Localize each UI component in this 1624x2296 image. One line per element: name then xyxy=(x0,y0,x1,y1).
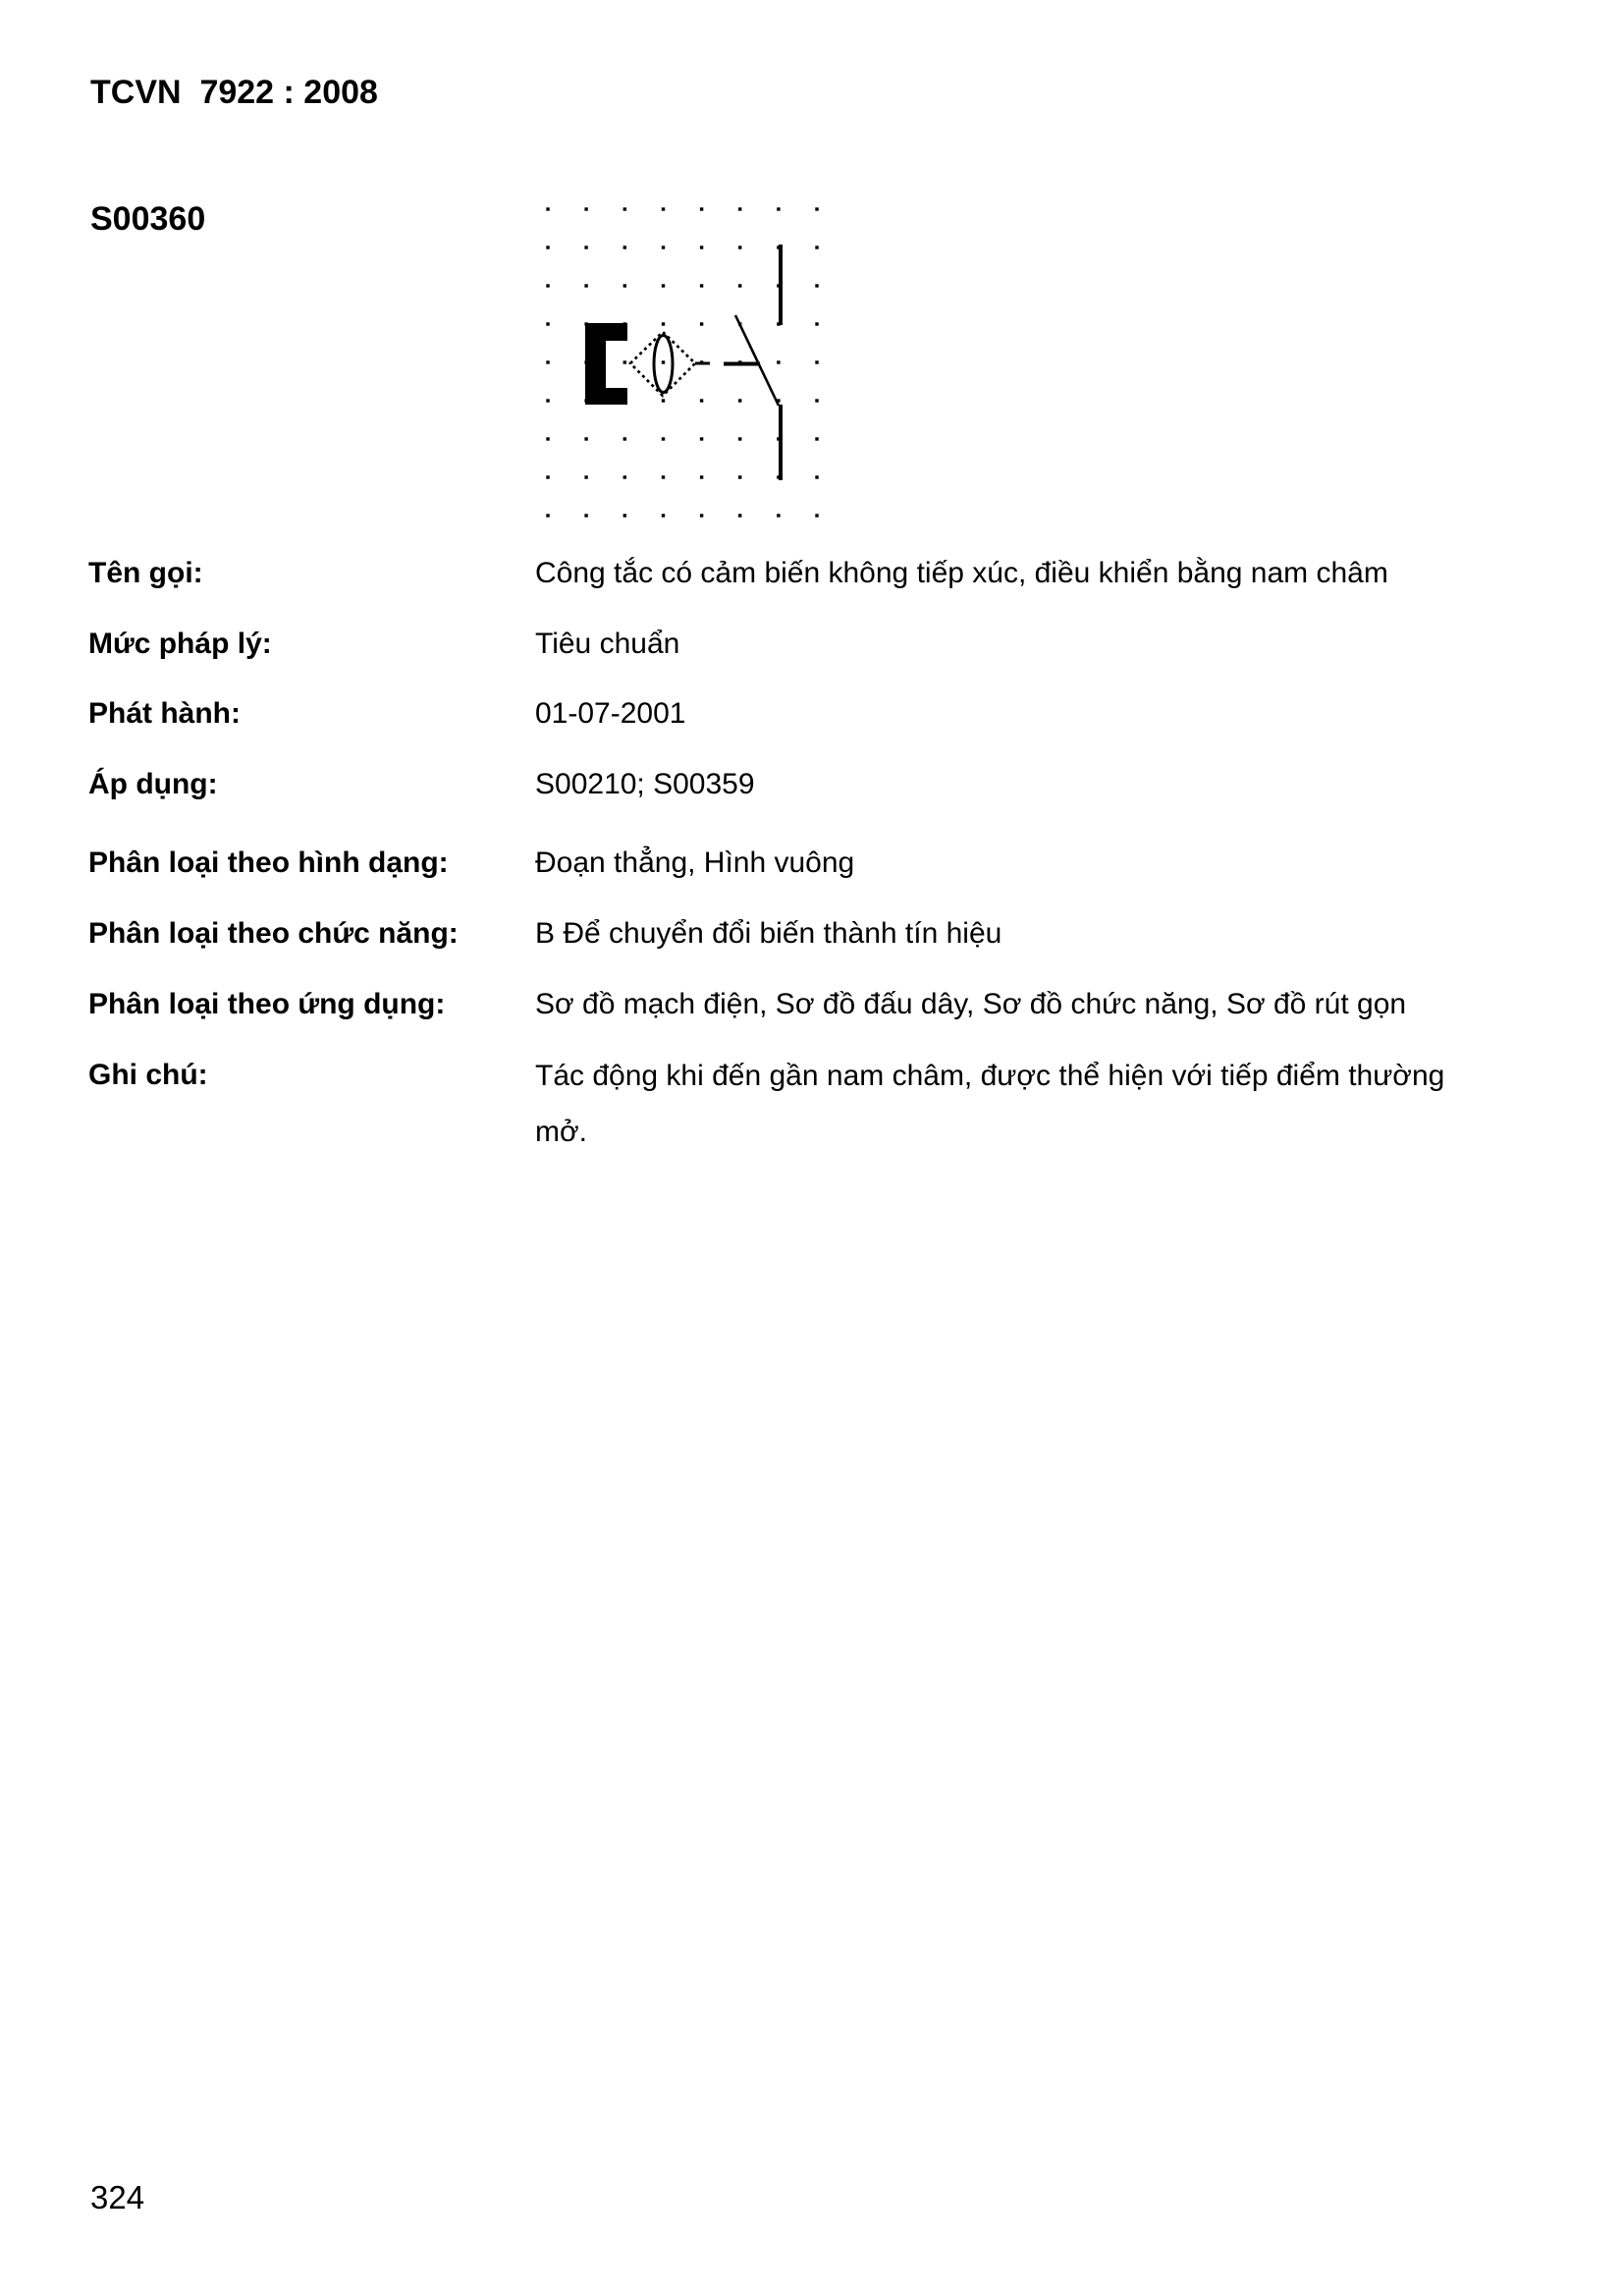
grid-dot xyxy=(584,207,587,210)
field-label: Phân loại theo hình dạng: xyxy=(88,847,449,879)
field-value: 01-07-2001 xyxy=(535,697,686,730)
contact-moving-arm-icon xyxy=(735,315,779,406)
standard-code-header: TCVN 7922 : 2008 xyxy=(90,74,378,111)
grid-dot xyxy=(738,514,741,517)
grid-dot xyxy=(700,322,703,325)
grid-dot xyxy=(815,399,818,402)
grid-dot xyxy=(546,437,549,440)
grid-dot xyxy=(584,437,587,440)
grid-dot xyxy=(700,514,703,517)
grid-dot xyxy=(546,207,549,210)
grid-dot xyxy=(623,514,626,517)
grid-dot xyxy=(662,475,665,478)
grid-dot xyxy=(815,207,818,210)
grid-dot xyxy=(623,284,626,287)
field-value: Đoạn thẳng, Hình vuông xyxy=(535,847,855,879)
grid-dot xyxy=(662,437,665,440)
grid-dot xyxy=(623,246,626,248)
grid-dot xyxy=(584,514,587,517)
grid-dot xyxy=(777,360,780,363)
field-value: Sơ đồ mạch điện, Sơ đồ đấu dây, Sơ đồ chức năng, Sơ đồ rút gọn xyxy=(535,988,1407,1020)
grid-dot xyxy=(815,514,818,517)
grid-dot xyxy=(662,399,665,402)
grid-dot xyxy=(700,246,703,248)
grid-dot xyxy=(700,437,703,440)
grid-dot xyxy=(623,437,626,440)
grid-dot xyxy=(546,475,549,478)
grid-dot xyxy=(777,207,780,210)
field-label: Tên gọi: xyxy=(88,557,203,589)
symbol-diagram xyxy=(530,187,854,530)
grid-dot xyxy=(777,514,780,517)
grid-dot xyxy=(546,514,549,517)
grid-dot xyxy=(815,437,818,440)
grid-dot xyxy=(738,284,741,287)
grid-dot xyxy=(738,399,741,402)
grid-dot xyxy=(815,475,818,478)
grid-dot xyxy=(623,207,626,210)
grid-dot xyxy=(700,284,703,287)
field-label: Phân loại theo chức năng: xyxy=(88,917,459,950)
field-label: Mức pháp lý: xyxy=(88,628,272,660)
field-label: Phát hành: xyxy=(88,697,241,730)
page-number: 324 xyxy=(90,2179,145,2215)
grid-dot xyxy=(623,475,626,478)
grid-dot xyxy=(662,246,665,248)
grid-dot xyxy=(546,246,549,248)
grid-dot xyxy=(738,246,741,248)
grid-dot xyxy=(700,207,703,210)
grid-dot xyxy=(815,360,818,363)
grid-dot xyxy=(815,246,818,248)
magnet-icon xyxy=(585,323,627,405)
symbol-id: S00360 xyxy=(90,200,206,238)
grid-dot xyxy=(546,284,549,287)
grid-dot xyxy=(662,322,665,325)
grid-dot xyxy=(662,360,665,363)
field-label: Áp dụng: xyxy=(88,768,218,800)
grid-dot xyxy=(662,514,665,517)
field-value: Công tắc có cảm biến không tiếp xúc, điều khiển bằng nam châm xyxy=(535,557,1388,589)
grid-dot xyxy=(662,207,665,210)
grid-dot xyxy=(738,475,741,478)
field-value: Tiêu chuẩn xyxy=(535,628,680,660)
grid-dot xyxy=(815,284,818,287)
grid-dot xyxy=(546,322,549,325)
grid-dot xyxy=(546,399,549,402)
grid-dot xyxy=(700,475,703,478)
field-value: B Để chuyển đổi biến thành tín hiệu xyxy=(535,917,1002,950)
grid-dot xyxy=(815,322,818,325)
grid-dot xyxy=(662,284,665,287)
grid-dot xyxy=(738,437,741,440)
field-label: Ghi chú: xyxy=(88,1059,208,1091)
field-label: Phân loại theo ứng dụng: xyxy=(88,988,446,1020)
grid-dot xyxy=(584,475,587,478)
grid-dot xyxy=(700,399,703,402)
field-value: Tác động khi đến gần nam châm, được thể hiện với tiếp điểm thường mở. xyxy=(535,1060,1445,1148)
grid-dot xyxy=(546,360,549,363)
field-value: S00210; S00359 xyxy=(535,768,755,800)
grid-dot xyxy=(738,207,741,210)
grid-dot xyxy=(584,284,587,287)
grid-dot xyxy=(623,360,626,363)
grid-dot xyxy=(584,246,587,248)
